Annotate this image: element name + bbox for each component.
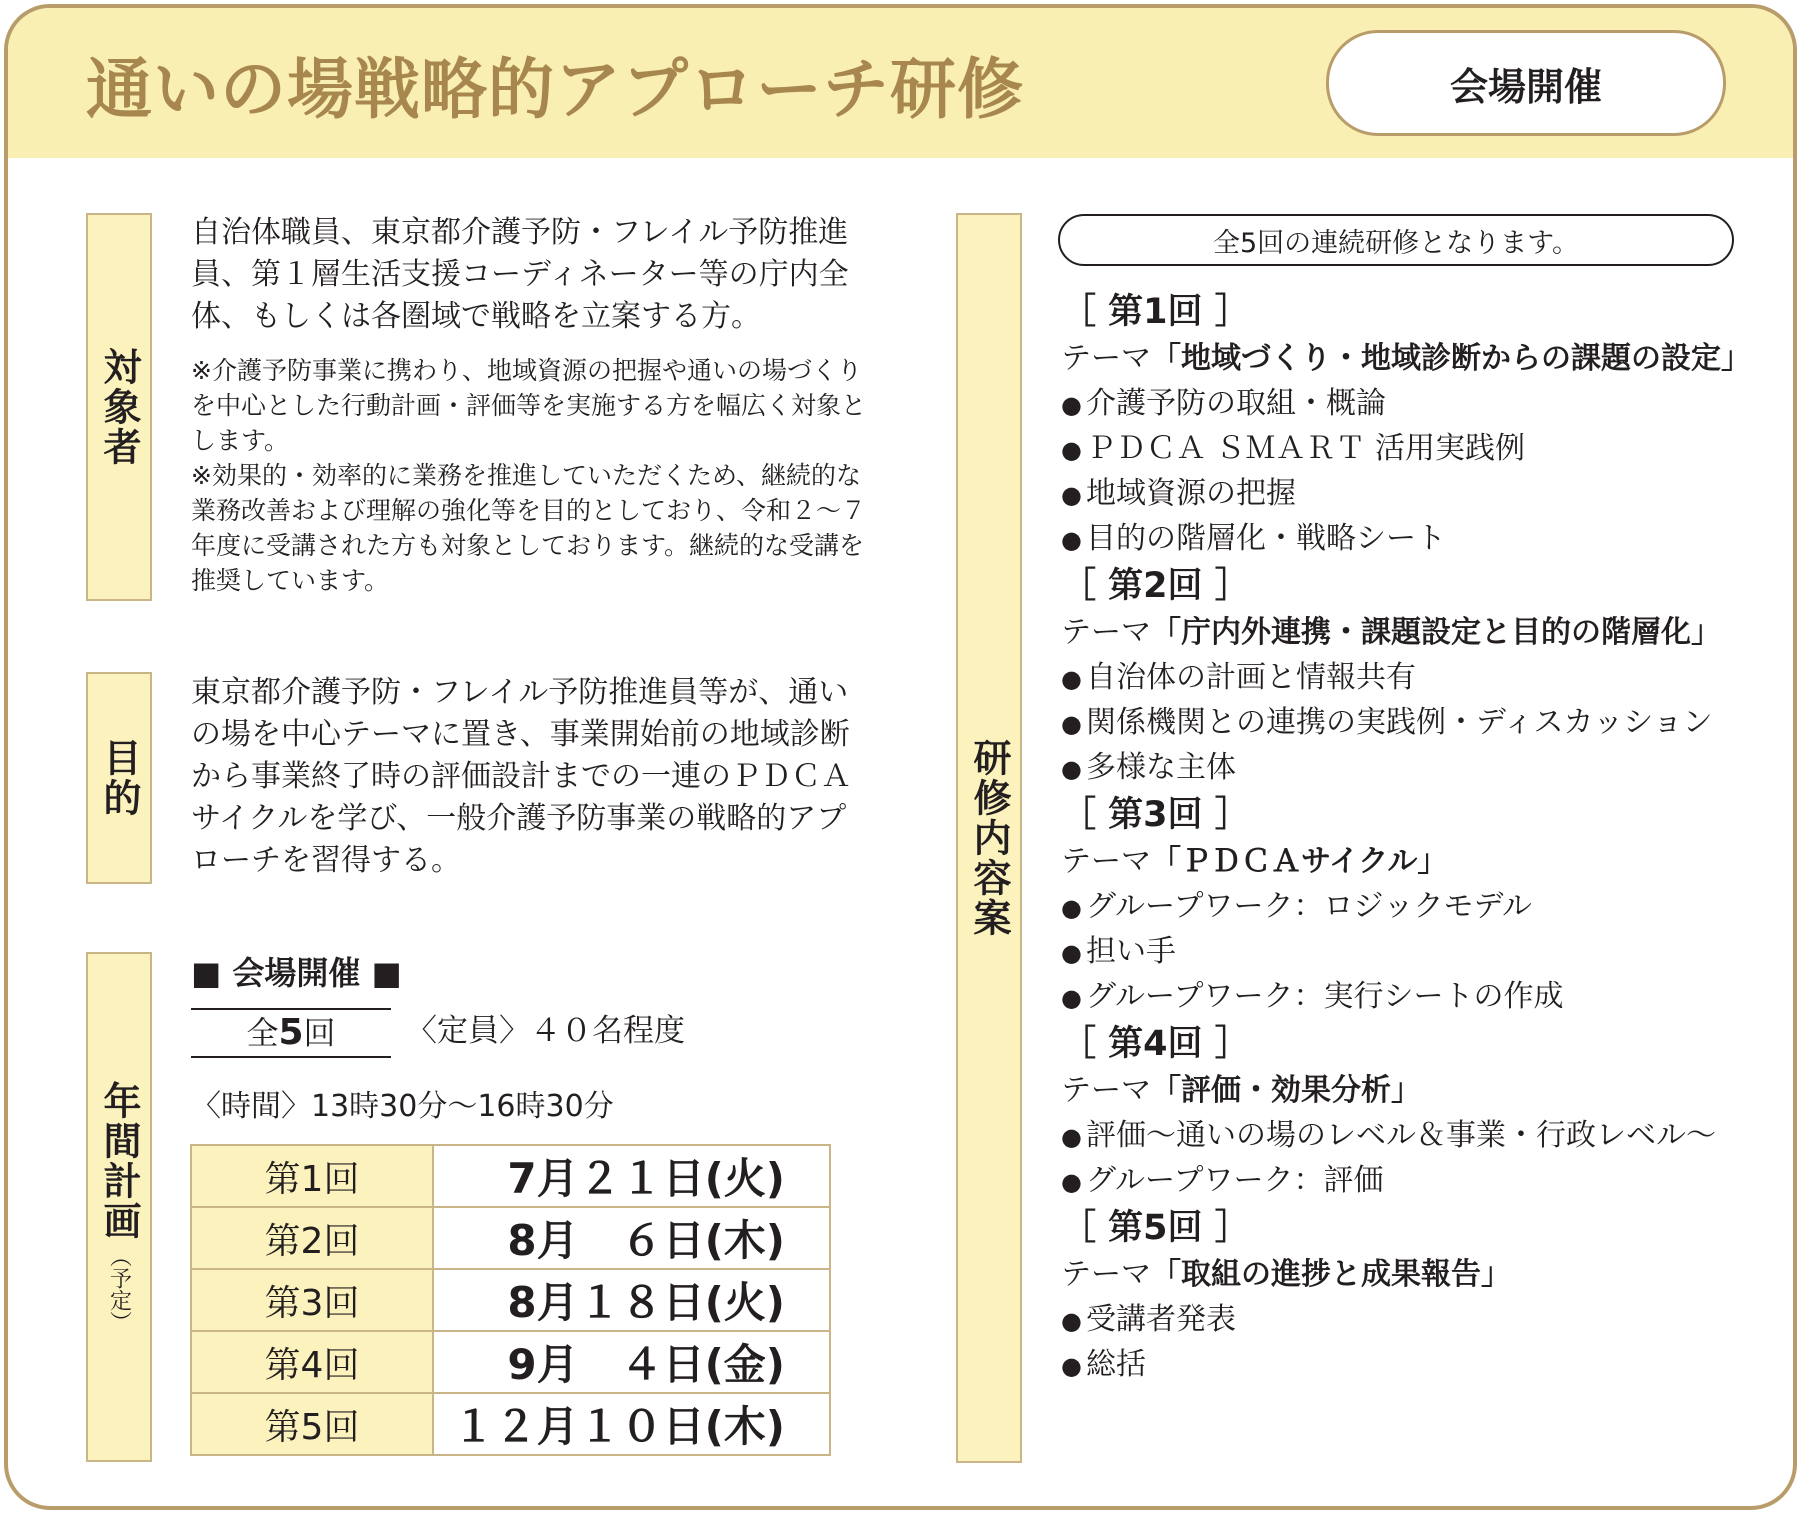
table-row [191, 1207, 830, 1269]
venue-badge: 会場開催 [1326, 30, 1726, 136]
list-item: ● 介護予防の取組・概論 [1061, 382, 1761, 427]
table-row [191, 1393, 830, 1455]
session-list [1061, 288, 1761, 1388]
session-theme [1061, 610, 1761, 656]
purpose-label-box [86, 672, 152, 884]
theme-text: 「評価・効果分析」 [1151, 1073, 1421, 1108]
table-row [191, 1145, 830, 1207]
target-label-box [86, 213, 152, 601]
contents-label-box [956, 213, 1022, 1463]
capacity-text: 〈定員〉４０名程度 [406, 1013, 685, 1049]
contents-label: 研修内容案 [967, 738, 1011, 938]
session-1 [1061, 288, 1761, 562]
target-note-1: ※介護予防事業に携わり、地域資源の把握や通いの場づくりを中心とした行動計画・評価等を実施する方を幅広く対象とします。 [191, 356, 867, 455]
table-row [191, 1331, 830, 1393]
annual-plan-label-box [86, 952, 152, 1462]
target-label: 対象者 [97, 347, 141, 467]
theme-prefix: テーマ [1061, 844, 1151, 879]
venue-subheading: ■ 会場開催 ■ [191, 954, 402, 992]
session-title: ［ 第1回 ］ [1061, 292, 1250, 332]
schedule-date: 8月 ６日(木) [433, 1207, 830, 1269]
purpose-label: 目的 [97, 738, 141, 818]
schedule-round: 第1回 [191, 1145, 433, 1207]
training-card [4, 4, 1797, 1510]
theme-text: 「取組の進捗と成果報告」 [1151, 1257, 1511, 1292]
schedule-round: 第5回 [191, 1393, 433, 1455]
session-title: ［ 第3回 ］ [1061, 795, 1250, 835]
list-item: ● グループワーク：実行シートの作成 [1061, 975, 1761, 1020]
session-title: ［ 第4回 ］ [1061, 1024, 1250, 1064]
annual-plan-label: 年間計画 [97, 1081, 141, 1241]
annual-plan-label-note: （予定） [106, 1245, 132, 1333]
schedule-date: 7月２１日(火) [433, 1145, 830, 1207]
theme-text: 「地域づくり・地域診断からの課題の設定」 [1151, 341, 1751, 376]
header-band [8, 8, 1793, 158]
list-item: ● 担い手 [1061, 930, 1761, 975]
list-item: ● 自治体の計画と情報共有 [1061, 656, 1761, 701]
session-4 [1061, 1020, 1761, 1204]
total-suffix: 回 [303, 1014, 336, 1052]
purpose-text: 東京都介護予防・フレイル予防推進員等が、通いの場を中心テーマに置き、事業開始前の地域診断から事業終了時の評価設計までの一連のＰＤＣＡサイクルを学び、一般介護予防事業の戦略的アプローチを習得する。 [191, 675, 851, 878]
theme-prefix: テーマ [1061, 1257, 1151, 1292]
target-main-text: 自治体職員、東京都介護予防・フレイル予防推進員、第１層生活支援コーディネーター等の庁内全体、もしくは各圏域で戦略を立案する方。 [191, 215, 849, 334]
session-theme [1061, 839, 1761, 885]
schedule-table [190, 1144, 831, 1456]
schedule-round: 第3回 [191, 1269, 433, 1331]
theme-prefix: テーマ [1061, 1073, 1151, 1108]
session-5 [1061, 1204, 1761, 1388]
session-title: ［ 第2回 ］ [1061, 566, 1250, 606]
list-item: ● 受講者発表 [1061, 1298, 1761, 1343]
list-item: ● 評価〜通いの場のレベル＆事業・行政レベル〜 [1061, 1114, 1761, 1159]
session-theme [1061, 1252, 1761, 1298]
total-sessions [191, 1008, 391, 1058]
schedule-round: 第4回 [191, 1331, 433, 1393]
theme-text: 「ＰＤＣＡサイクル」 [1151, 844, 1448, 879]
list-item: ● グループワーク：ロジックモデル [1061, 885, 1761, 930]
schedule-date: 8月１８日(火) [433, 1269, 830, 1331]
list-item: ● 関係機関との連携の実践例・ディスカッション [1061, 701, 1761, 746]
list-item: ● 多様な主体 [1061, 746, 1761, 791]
session-theme [1061, 336, 1761, 382]
schedule-round: 第2回 [191, 1207, 433, 1269]
schedule-date: １２月１０日(木) [433, 1393, 830, 1455]
table-row [191, 1269, 830, 1331]
session-title: ［ 第5回 ］ [1061, 1208, 1250, 1248]
total-count: 5 [278, 1012, 304, 1053]
list-item: ● 総括 [1061, 1343, 1761, 1388]
list-item: ● グループワーク：評価 [1061, 1159, 1761, 1204]
schedule-date: 9月 ４日(金) [433, 1331, 830, 1393]
session-theme [1061, 1068, 1761, 1114]
list-item: ● ＰＤＣＡ ＳＭＡＲＴ 活用実践例 [1061, 427, 1761, 472]
theme-text: 「庁内外連携・課題設定と目的の階層化」 [1151, 615, 1721, 650]
theme-prefix: テーマ [1061, 615, 1151, 650]
session-3 [1061, 791, 1761, 1020]
target-note-2: ※効果的・効率的に業務を推進していただくため、継続的な業務改善および理解の強化等を目的としており、令和２〜７年度に受講された方も対象としております。継続的な受講を推奨しています。 [191, 461, 867, 595]
session-2 [1061, 562, 1761, 791]
theme-prefix: テーマ [1061, 341, 1151, 376]
time-text: 〈時間〉13時30分〜16時30分 [191, 1089, 614, 1124]
page-title: 通いの場戦略的アプローチ研修 [86, 51, 1024, 128]
list-item: ● 目的の階層化・戦略シート [1061, 517, 1761, 562]
list-item: ● 地域資源の把握 [1061, 472, 1761, 517]
series-note: 全5回の連続研修となります。 [1058, 214, 1734, 266]
total-prefix: 全 [246, 1014, 279, 1052]
